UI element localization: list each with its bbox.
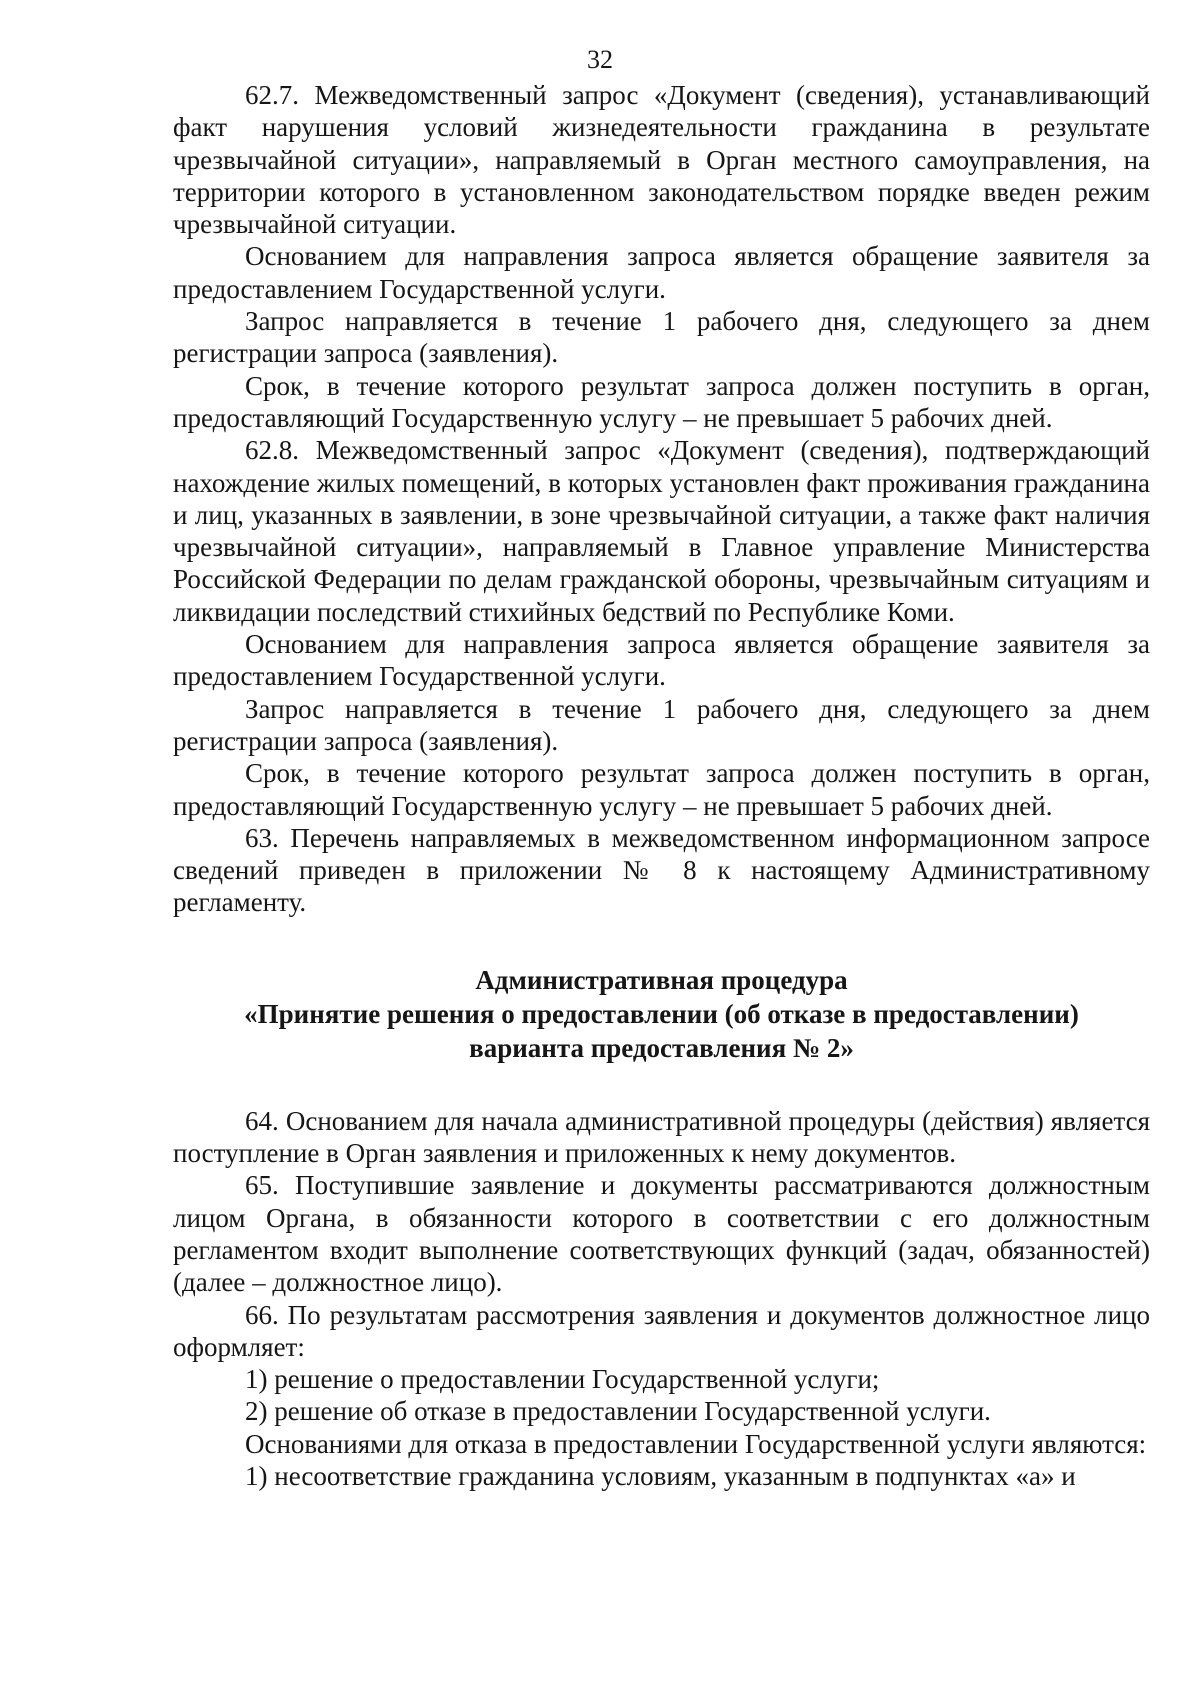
paragraph: Основаниями для отказа в предоставлении Государственной услуги являются:	[245, 1428, 1147, 1459]
paragraph: Срок, в течение которого результат запроса должен поступить в орган, предоставляющий Государственную услугу – не превышает 5 рабочих дней.	[173, 370, 1150, 433]
paragraph-62-8: 62.8. Межведомственный запрос «Документ (сведения), подтверждающий нахождение жилых помещений, в которых установлен факт проживания гражданина и лиц, указанных в заявлении, в зоне чрезвычайной ситуации, а также факт наличия чрезвычайной ситуации», направляемый в Главное управление Министерства Российской Федерации по делам гражданской обороны, чрезвычайным ситуациям и ликвидации последствий стихийных бедствий по Республике Коми.	[173, 435, 1150, 627]
paragraph: Основанием для направления запроса является обращение заявителя за предоставлением Государственной услуги.	[173, 241, 1150, 304]
heading-line: Административная процедура	[475, 964, 848, 995]
list-item: 2) решение об отказе в предоставлении Государственной услуги.	[245, 1396, 991, 1427]
paragraph: Запрос направляется в течение 1 рабочего дня, следующего за днем регистрации запроса (заявления).	[173, 693, 1150, 756]
paragraph-66: 66. По результатам рассмотрения заявления и документов должностное лицо оформляет:	[173, 1299, 1150, 1362]
list-item: 1) несоответствие гражданина условиям, указанным в подпунктах «а» и	[245, 1460, 1076, 1491]
page-number: 32	[587, 45, 613, 74]
paragraph-63: 63. Перечень направляемых в межведомственном информационном запросе сведений приведен в приложении № 8 к настоящему Административному регламенту.	[173, 822, 1150, 918]
paragraph: Основанием для направления запроса является обращение заявителя за предоставлением Государственной услуги.	[173, 629, 1150, 692]
document-body	[173, 79, 1150, 1492]
list-item: 1) решение о предоставлении Государственной услуги;	[245, 1364, 880, 1395]
paragraph-65: 65. Поступившие заявление и документы рассматриваются должностным лицом Органа, в обязанности которого в соответствии с его должностным регламентом входит выполнение соответствующих функций (задач, обязанностей) (далее – должностное лицо).	[173, 1170, 1150, 1298]
paragraph-62-7: 62.7. Межведомственный запрос «Документ (сведения), устанавливающий факт нарушения условий жизнедеятельности гражданина в результате чрезвычайной ситуации», направляемый в Орган местного самоуправления, на территории которого в установленном законодательством порядке введен режим чрезвычайной ситуации.	[173, 80, 1150, 240]
paragraph-64: 64. Основанием для начала административной процедуры (действия) является поступление в Орган заявления и приложенных к нему документов.	[173, 1105, 1150, 1169]
section-heading	[173, 963, 1150, 1065]
paragraph: Срок, в течение которого результат запроса должен поступить в орган, предоставляющий Государственную услугу – не превышает 5 рабочих дней.	[173, 758, 1150, 821]
heading-line: варианта предоставления № 2»	[469, 1032, 854, 1063]
paragraph: Запрос направляется в течение 1 рабочего дня, следующего за днем регистрации запроса (заявления).	[173, 306, 1150, 369]
heading-line: «Принятие решения о предоставлении (об отказе в предоставлении)	[244, 998, 1079, 1029]
